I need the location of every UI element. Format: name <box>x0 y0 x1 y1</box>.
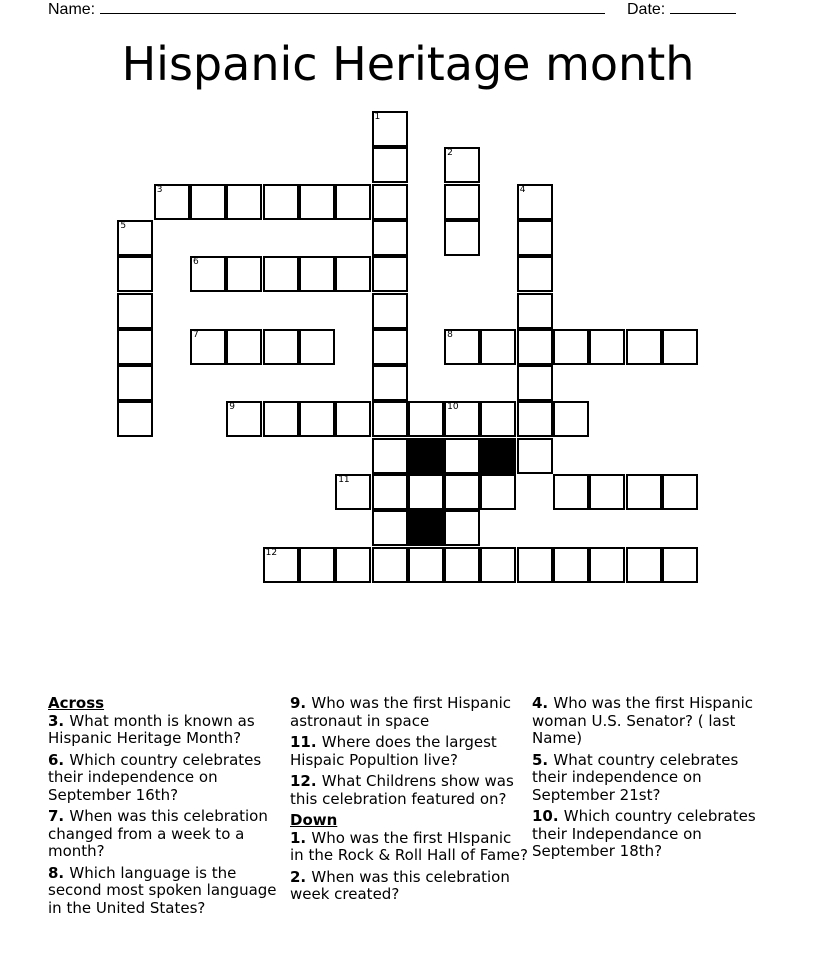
clue-number: 1 <box>374 112 381 122</box>
crossword-cell[interactable] <box>117 293 153 329</box>
crossword-cell[interactable] <box>263 329 299 365</box>
crossword-cell[interactable] <box>372 111 408 147</box>
crossword-cell[interactable] <box>372 184 408 220</box>
crossword-cell[interactable] <box>117 401 153 437</box>
crossword-cell[interactable] <box>117 256 153 292</box>
clue-text: Which country celebrates their independence on September 16th? <box>48 750 262 804</box>
crossword-cell[interactable] <box>517 365 553 401</box>
clue-number: 7. <box>48 807 70 825</box>
clue-number: 11 <box>338 475 350 485</box>
crossword-cell[interactable] <box>154 184 190 220</box>
clue-number: 10. <box>532 807 564 825</box>
clue-number: 2. <box>290 867 312 886</box>
clue-number: 6. <box>48 750 70 769</box>
clue-number: 5 <box>120 220 127 231</box>
crossword-cell[interactable] <box>553 547 589 583</box>
crossword-cell[interactable] <box>589 329 625 365</box>
clue-number: 11. <box>290 733 322 751</box>
crossword-cell[interactable] <box>444 184 480 220</box>
crossword-cell[interactable] <box>589 474 625 510</box>
crossword-cell[interactable] <box>299 401 335 437</box>
crossword-cell[interactable] <box>117 329 153 365</box>
crossword-cell[interactable] <box>517 329 553 365</box>
crossword-cell[interactable] <box>517 293 553 329</box>
clue-item <box>290 773 528 808</box>
crossword-cell[interactable] <box>226 256 262 292</box>
crossword-cell[interactable] <box>517 401 553 437</box>
clue-number: 4 <box>519 184 526 195</box>
crossword-cell[interactable] <box>517 438 553 474</box>
across-heading: Across <box>48 694 105 712</box>
crossword-cell[interactable] <box>335 547 371 583</box>
clue-text: Who was the first HIspanic in the Rock & Roll Hall of Fame? <box>290 828 528 864</box>
clue-item <box>290 734 528 769</box>
crossword-cell[interactable] <box>226 329 262 365</box>
crossword-cell[interactable] <box>335 184 371 220</box>
clue-number: 3. <box>48 711 70 730</box>
crossword-cell[interactable] <box>626 547 662 583</box>
crossword-cell[interactable] <box>517 220 553 256</box>
crossword-cell[interactable] <box>444 474 480 510</box>
down-heading: Down <box>290 811 338 829</box>
crossword-cell[interactable] <box>190 184 226 220</box>
crossword-cell[interactable] <box>517 184 553 220</box>
clue-item <box>48 713 286 748</box>
clue-number: 12. <box>290 772 322 790</box>
clue-text: Who was the first Hispanic astronaut in space <box>290 694 512 730</box>
clue-number: 1. <box>290 828 312 847</box>
crossword-cell[interactable] <box>299 547 335 583</box>
crossword-cell[interactable] <box>480 474 516 510</box>
crossword-cell[interactable] <box>226 184 262 220</box>
clue-number: 7 <box>193 329 199 340</box>
clue-number: 10 <box>447 402 459 413</box>
clue-item <box>290 830 528 865</box>
crossword-cell[interactable] <box>372 293 408 329</box>
crossword-block-cell <box>408 510 444 546</box>
page-title: Hispanic Heritage month <box>121 37 695 91</box>
crossword-cell[interactable] <box>190 256 226 292</box>
crossword-cell[interactable] <box>662 329 698 365</box>
clues-column-1 <box>48 695 286 921</box>
crossword-cell[interactable] <box>626 329 662 365</box>
clue-number: 2 <box>447 148 453 159</box>
clues-column-3 <box>532 695 772 865</box>
crossword-cell[interactable] <box>444 510 480 546</box>
crossword-cell[interactable] <box>626 474 662 510</box>
crossword-cell[interactable] <box>480 547 516 583</box>
clue-item <box>48 865 286 918</box>
clue-number: 6 <box>193 257 199 268</box>
crossword-cell[interactable] <box>372 401 408 437</box>
clue-text: What month is known as Hispanic Heritage Month? <box>48 711 255 747</box>
crossword-cell[interactable] <box>444 220 480 256</box>
clue-text: What country celebrates their independence on September 21st? <box>532 750 739 804</box>
crossword-cell[interactable] <box>263 184 299 220</box>
crossword-cell[interactable] <box>444 401 480 437</box>
clue-text: When was this celebration week created? <box>290 867 510 903</box>
clue-number: 9. <box>290 694 312 712</box>
clue-number: 8 <box>447 329 453 340</box>
crossword-cell[interactable] <box>299 329 335 365</box>
crossword-cell[interactable] <box>226 401 262 437</box>
crossword-cell[interactable] <box>117 220 153 256</box>
crossword-cell[interactable] <box>190 329 226 365</box>
crossword-cell[interactable] <box>553 329 589 365</box>
crossword-cell[interactable] <box>662 547 698 583</box>
crossword-cell[interactable] <box>372 547 408 583</box>
clue-text: Which language is the second most spoken language in the United States? <box>48 863 277 917</box>
crossword-cell[interactable] <box>335 474 371 510</box>
crossword-cell[interactable] <box>372 438 408 474</box>
crossword-cell[interactable] <box>299 256 335 292</box>
crossword-cell[interactable] <box>372 474 408 510</box>
crossword-cell[interactable] <box>299 184 335 220</box>
crossword-cell[interactable] <box>480 329 516 365</box>
crossword-block-cell <box>408 438 444 474</box>
crossword-cell[interactable] <box>589 547 625 583</box>
name-label: Name: <box>48 1 96 18</box>
crossword-cell[interactable] <box>517 256 553 292</box>
crossword-cell[interactable] <box>263 256 299 292</box>
crossword-cell[interactable] <box>263 401 299 437</box>
clue-number: 12 <box>265 547 278 558</box>
crossword-cell[interactable] <box>117 365 153 401</box>
clue-number: 3 <box>156 184 163 195</box>
crossword-cell[interactable] <box>553 401 589 437</box>
clue-item <box>290 695 528 730</box>
crossword-cell[interactable] <box>372 220 408 256</box>
crossword-cell[interactable] <box>553 474 589 510</box>
clue-text: When was this celebration changed from a week to a month? <box>48 807 268 860</box>
crossword-cell[interactable] <box>263 547 299 583</box>
crossword-cell[interactable] <box>444 147 480 183</box>
crossword-cell[interactable] <box>372 256 408 292</box>
crossword-cell[interactable] <box>372 147 408 183</box>
clue-item <box>48 752 286 805</box>
clue-item <box>532 808 772 861</box>
clue-item <box>532 695 772 748</box>
clue-number: 4. <box>532 694 554 712</box>
crossword-cell[interactable] <box>444 547 480 583</box>
clue-text: Which country celebrates their Independance on September 18th? <box>532 807 756 860</box>
crossword-cell[interactable] <box>444 438 480 474</box>
clue-number: 8. <box>48 863 70 882</box>
clue-number: 5. <box>532 750 554 769</box>
crossword-cell[interactable] <box>444 329 480 365</box>
clue-text: Who was the first Hispanic woman U.S. Senator? ( last Name) <box>532 694 754 747</box>
crossword-cell[interactable] <box>335 401 371 437</box>
crossword-block-cell <box>480 438 516 474</box>
crossword-cell[interactable] <box>408 401 444 437</box>
crossword-cell[interactable] <box>408 547 444 583</box>
clues-column-2 <box>290 695 528 908</box>
crossword-cell[interactable] <box>335 256 371 292</box>
crossword-cell[interactable] <box>372 329 408 365</box>
crossword-cell[interactable] <box>372 510 408 546</box>
clue-text: Where does the largest Hispaic Popultion live? <box>290 733 497 769</box>
clue-number: 9 <box>229 402 236 413</box>
crossword-cell[interactable] <box>662 474 698 510</box>
crossword-cell[interactable] <box>480 401 516 437</box>
clue-item <box>48 808 286 861</box>
clue-item <box>290 869 528 904</box>
clue-text: What Childrens show was this celebration featured on? <box>290 772 514 808</box>
crossword-cell[interactable] <box>372 365 408 401</box>
date-label: Date: <box>627 1 666 18</box>
clue-item <box>532 752 772 805</box>
crossword-cell[interactable] <box>408 474 444 510</box>
crossword-cell[interactable] <box>517 547 553 583</box>
